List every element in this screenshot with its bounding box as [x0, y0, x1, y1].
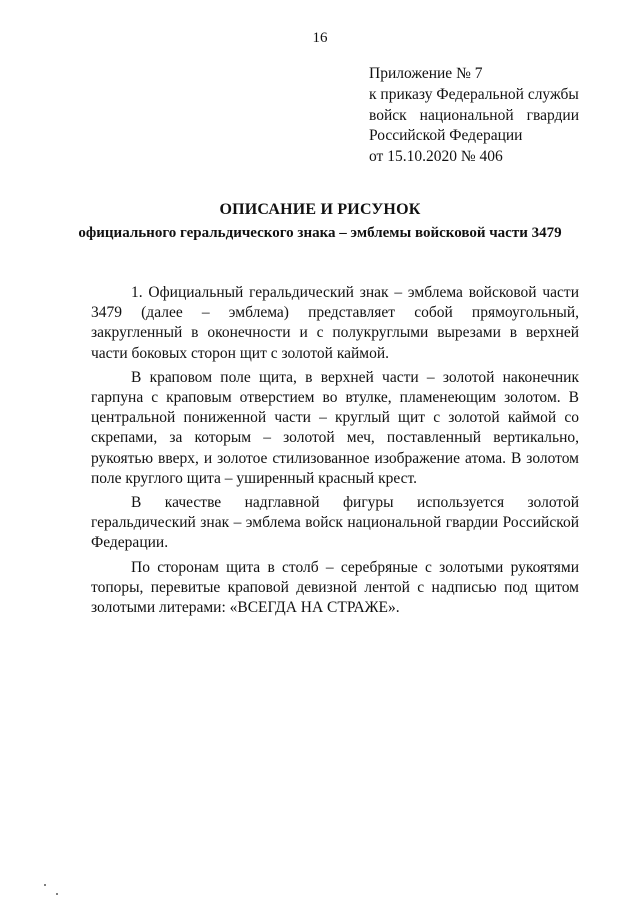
page-number: 16 — [312, 30, 328, 46]
paragraph: В качестве надглавной фигуры используется золотой геральдический знак – эмблема войск национальной гвардии Российской Федерации. — [91, 494, 579, 552]
appendix-line: Приложение № 7 — [369, 65, 483, 82]
scan-speck — [44, 884, 46, 886]
appendix-line: от 15.10.2020 № 406 — [369, 148, 503, 166]
paragraph: 1. Официальный геральдический знак – эмблема войсковой части 3479 (далее – эмблема) представляет собой прямоугольный, закругленный в оконечности и с полукруглыми вырезами в верхней части боковых сторон щит с золотой каймой. — [91, 284, 579, 362]
document-subtitle: официального геральдического знака – эмблемы войсковой части 3479 — [78, 225, 562, 241]
appendix-line: Российской Федерации — [369, 127, 523, 145]
appendix-line: войск национальной гвардии — [369, 106, 579, 124]
paragraph: По сторонам щита в столб – серебряные с золотыми рукоятями топоры, перевитые краповой девизной лентой с надписью под щитом золотыми литерами: «ВСЕГДА НА СТРАЖЕ». — [91, 558, 579, 617]
appendix-line: к приказу Федеральной службы — [369, 85, 579, 103]
scan-speck — [56, 893, 58, 895]
document-body — [91, 283, 579, 618]
document-title: ОПИСАНИЕ И РИСУНОК — [219, 201, 421, 218]
appendix-header — [369, 64, 579, 168]
paragraph: В краповом поле щита, в верхней части – золотой наконечник гарпуна с краповым отверстием во втулке, пламенеющим золотом. В центральной пониженной части – круглый щит с золотой каймой со скрепами, за которым – золотой меч, поставленный вертикально, рукоятью вверх, и золотое стилизованное изображение атома. В золотом поле круглого щита – уширенный красный крест. — [91, 368, 579, 487]
